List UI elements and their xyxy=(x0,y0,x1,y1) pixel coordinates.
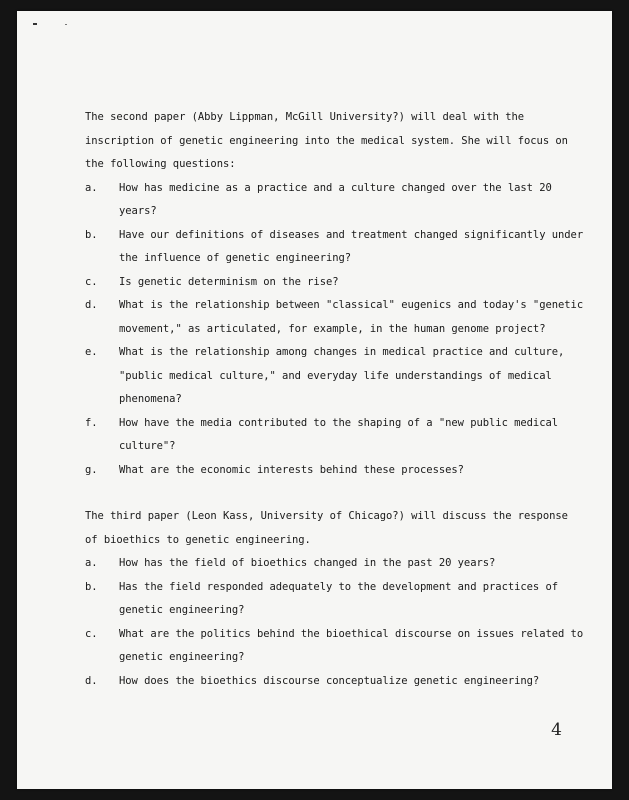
item-text: What are the politics behind the bioethical discourse on issues related to genetic engineering? xyxy=(119,627,584,663)
item-label: e. xyxy=(85,346,98,358)
item-text: Have our definitions of diseases and treatment changed significantly under the influence of genetic engineering? xyxy=(119,228,584,264)
item-text: How has the field of bioethics changed in the past 20 years? xyxy=(119,557,496,569)
list-item xyxy=(85,459,585,483)
item-label: b. xyxy=(85,580,98,593)
item-text: How does the bioethics discourse conceptualize genetic engineering? xyxy=(119,674,540,687)
item-label: c. xyxy=(85,275,98,288)
item-label: f. xyxy=(85,416,98,429)
list-item xyxy=(85,271,585,295)
item-text: What is the relationship among changes in medical practice and culture, "public medical culture," and everyday life understandings of medical phenomena? xyxy=(119,346,565,405)
section2-intro: The third paper (Leon Kass, University of Chicago?) will discuss the response of bioethics to genetic engineering. xyxy=(85,510,568,546)
item-label: c. xyxy=(85,627,98,640)
item-label: d. xyxy=(85,674,98,687)
item-label: a. xyxy=(85,557,98,569)
document-page xyxy=(17,11,612,789)
document-body xyxy=(85,106,585,693)
list-item xyxy=(85,576,585,623)
stray-mark xyxy=(65,24,67,25)
item-label: a. xyxy=(85,181,98,194)
stray-mark xyxy=(33,23,37,25)
item-text: Has the field responded adequately to the development and practices of genetic engineering? xyxy=(119,580,559,616)
list-item xyxy=(85,412,585,459)
list-item xyxy=(85,224,585,271)
item-text: What is the relationship between "classical" eugenics and today's "genetic movement," as articulated, for example, in the human genome project? xyxy=(119,299,584,335)
item-text: What are the economic interests behind these processes? xyxy=(119,463,464,476)
item-label: d. xyxy=(85,299,98,311)
section1-intro: The second paper (Abby Lippman, McGill University?) will deal with the inscription of genetic engineering into the medical system. She will focus on the following questions: xyxy=(85,111,568,170)
list-item xyxy=(85,294,585,341)
item-text: How has medicine as a practice and a culture changed over the last 20 years? xyxy=(119,181,552,217)
item-text: Is genetic determinism on the rise? xyxy=(119,275,339,288)
list-item xyxy=(85,623,585,670)
item-text: How have the media contributed to the shaping of a "new public medical culture"? xyxy=(119,416,559,452)
item-label: g. xyxy=(85,463,98,476)
item-label: b. xyxy=(85,228,98,241)
list-item xyxy=(85,552,585,576)
list-item xyxy=(85,670,585,694)
list-item xyxy=(85,177,585,224)
list-item xyxy=(85,341,585,412)
page-number: 4 xyxy=(551,720,562,740)
